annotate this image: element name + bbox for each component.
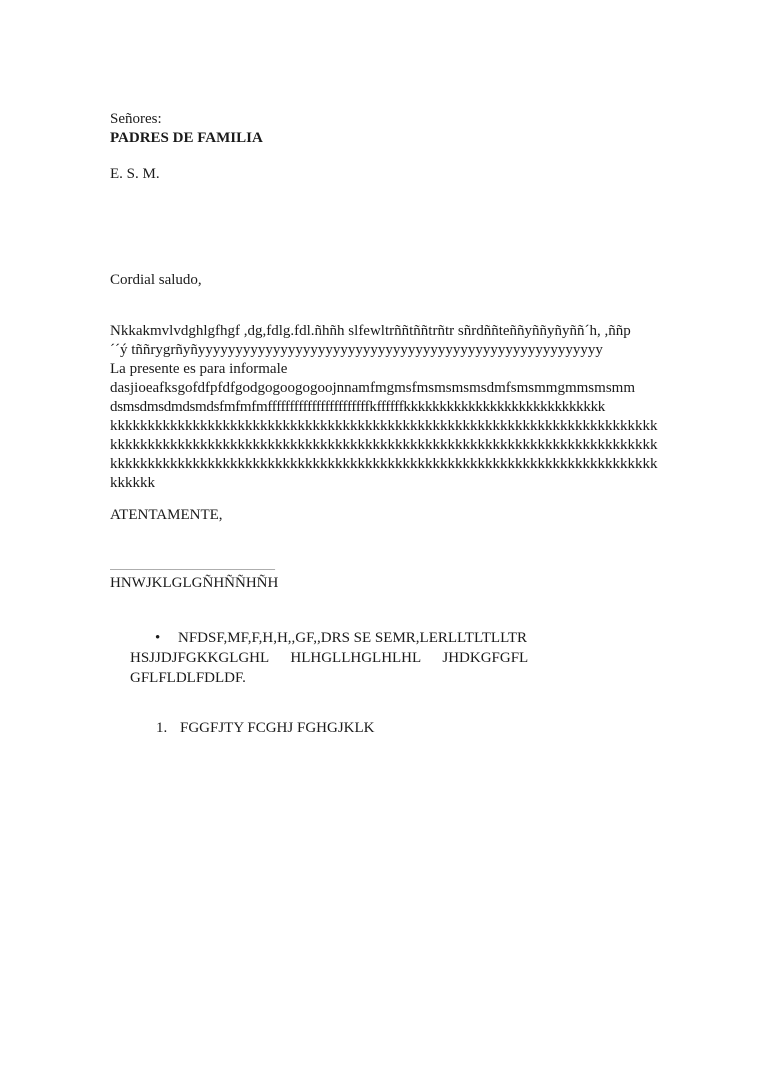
- bullet-list-item: [130, 628, 560, 688]
- body-line: kkkkkkkkkkkkkkkkkkkkkkkkkkkkkkkkkkkkkkkkkkkkkkkkkkkkkkkkkkkkkkkkkkkkkkkkk: [110, 437, 658, 453]
- greeting: Cordial saludo,: [110, 272, 202, 288]
- recipient-heading: PADRES DE FAMILIA: [110, 130, 263, 146]
- number-marker: 1.: [156, 720, 168, 736]
- numbered-list-item: [156, 718, 374, 738]
- signer-name: HNWJKLGLGÑHÑÑHÑH: [110, 575, 279, 591]
- body-line: La presente es para informale: [110, 361, 288, 377]
- body-line: dasjioeafksgofdfpfdfgodgogoogogoojnnamfmgmsfmsmsmsmsdmfsmsmmgmmsmsmm: [110, 380, 635, 396]
- salutation-label: Señores:: [110, 111, 162, 127]
- esm-abbreviation: E. S. M.: [110, 166, 160, 182]
- closing: ATENTAMENTE,: [110, 507, 223, 523]
- body-line: kkkkkk: [110, 475, 155, 491]
- body-line: dsmsdmsdmdsmdsfmfmfmfffffffffffffffffffffffkffffffkkkkkkkkkkkkkkkkkkkkkkkkkkkk: [110, 399, 605, 415]
- body-line: ´´ý tññrygrñyñyyyyyyyyyyyyyyyyyyyyyyyyyyyyyyyyyyyyyyyyyyyyyyyyyyyyyy: [110, 342, 603, 358]
- letter-body: [110, 322, 670, 493]
- body-line: kkkkkkkkkkkkkkkkkkkkkkkkkkkkkkkkkkkkkkkkkkkkkkkkkkkkkkkkkkkkkkkkkkkkkkkkk: [110, 418, 658, 434]
- bullet-line: GFLFLDLFDLDF.: [130, 670, 246, 686]
- numbered-item-text: FGGFJTY FCGHJ FGHGJKLK: [180, 720, 375, 736]
- bullet-line: HSJJDJFGKKGLGHL HLHGLLHGLHLHL JHDKGFGFL: [130, 650, 529, 666]
- bullet-line: NFDSF,MF,F,H,H,,GF,,DRS SE SEMR,LERLLTLTLLTR: [178, 630, 528, 646]
- signature-line: ______________________________: [110, 559, 275, 571]
- body-line: Nkkakmvlvdghlgfhgf ,dg,fdlg.fdl.ñhñh slfewltrññtññtrñtr sñrdññteññyññyñyññ´h, ,ññp: [110, 323, 631, 339]
- bullet-marker: •: [155, 630, 161, 646]
- body-line: kkkkkkkkkkkkkkkkkkkkkkkkkkkkkkkkkkkkkkkkkkkkkkkkkkkkkkkkkkkkkkkkkkkkkkkkk: [110, 456, 658, 472]
